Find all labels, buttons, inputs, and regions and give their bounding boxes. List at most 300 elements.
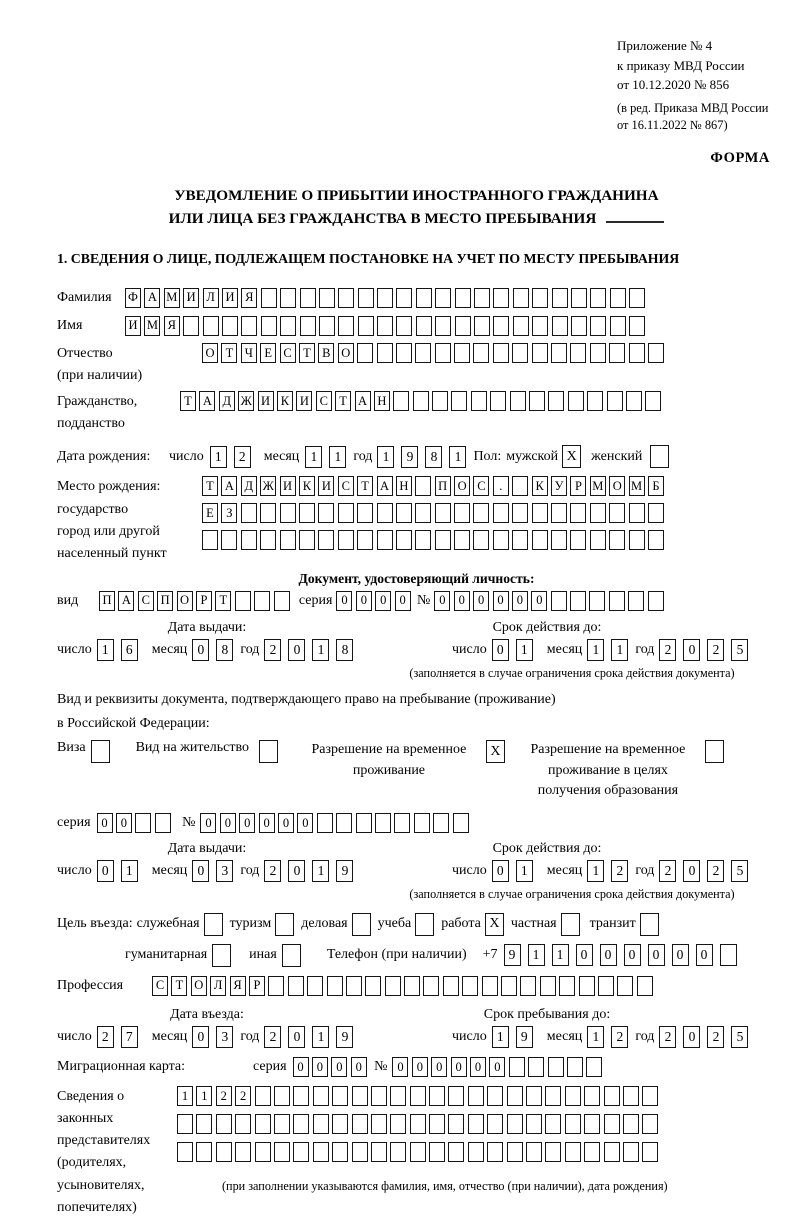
char-cell[interactable] — [280, 530, 296, 550]
char-cell[interactable] — [338, 530, 354, 550]
purpose-humanitarian-checkbox[interactable] — [212, 944, 231, 967]
char-cell[interactable]: Н — [374, 391, 390, 411]
char-cell[interactable]: О — [338, 343, 354, 363]
char-cell[interactable]: 2 — [707, 1026, 724, 1048]
char-cell[interactable] — [590, 503, 606, 523]
char-cell[interactable] — [645, 391, 661, 411]
char-cell[interactable] — [579, 976, 595, 996]
char-cell[interactable] — [454, 530, 470, 550]
char-cell[interactable] — [565, 1114, 581, 1134]
char-cell[interactable] — [598, 976, 614, 996]
char-cell[interactable]: 0 — [696, 944, 713, 966]
char-cell[interactable]: Т — [299, 343, 315, 363]
temp-residence-checkbox[interactable]: X — [486, 740, 505, 763]
char-cell[interactable] — [202, 530, 218, 550]
char-cell[interactable]: С — [152, 976, 168, 996]
char-cell[interactable] — [327, 976, 343, 996]
char-cell[interactable]: 1 — [528, 944, 545, 966]
char-cell[interactable] — [473, 530, 489, 550]
char-cell[interactable] — [377, 288, 393, 308]
char-cell[interactable]: 1 — [587, 639, 604, 661]
char-cell[interactable]: Ч — [241, 343, 257, 363]
char-cell[interactable] — [221, 530, 237, 550]
char-cell[interactable]: 9 — [336, 860, 353, 882]
char-cell[interactable] — [468, 1142, 484, 1162]
char-cell[interactable]: 2 — [611, 1026, 628, 1048]
char-cell[interactable] — [293, 1086, 309, 1106]
char-cell[interactable]: О — [609, 476, 625, 496]
char-cell[interactable] — [371, 1086, 387, 1106]
char-cell[interactable]: 1 — [587, 1026, 604, 1048]
char-cell[interactable] — [235, 1142, 251, 1162]
char-cell[interactable]: 9 — [401, 446, 418, 468]
char-cell[interactable]: 0 — [395, 591, 411, 611]
char-cell[interactable] — [584, 1114, 600, 1134]
char-cell[interactable]: 0 — [351, 1057, 367, 1077]
char-cell[interactable]: 0 — [473, 591, 489, 611]
char-cell[interactable] — [414, 813, 430, 833]
char-cell[interactable]: Л — [210, 976, 226, 996]
char-cell[interactable] — [570, 530, 586, 550]
char-cell[interactable] — [507, 1086, 523, 1106]
char-cell[interactable] — [509, 1057, 525, 1077]
char-cell[interactable] — [300, 316, 316, 336]
char-cell[interactable]: 5 — [731, 1026, 748, 1048]
char-cell[interactable]: 3 — [216, 860, 233, 882]
char-cell[interactable]: А — [221, 476, 237, 496]
char-cell[interactable]: 1 — [305, 446, 322, 468]
char-cell[interactable]: 1 — [516, 860, 533, 882]
char-cell[interactable]: Е — [202, 503, 218, 523]
char-cell[interactable] — [346, 976, 362, 996]
char-cell[interactable]: 1 — [177, 1086, 193, 1106]
char-cell[interactable]: О — [202, 343, 218, 363]
char-cell[interactable]: 1 — [552, 944, 569, 966]
char-cell[interactable] — [454, 343, 470, 363]
char-cell[interactable]: 1 — [97, 639, 114, 661]
char-cell[interactable] — [416, 288, 432, 308]
char-cell[interactable] — [293, 1142, 309, 1162]
purpose-official-checkbox[interactable] — [204, 913, 223, 936]
char-cell[interactable]: И — [296, 391, 312, 411]
char-cell[interactable] — [280, 288, 296, 308]
char-cell[interactable]: 2 — [659, 639, 676, 661]
char-cell[interactable]: Б — [648, 476, 664, 496]
char-cell[interactable] — [532, 530, 548, 550]
char-cell[interactable]: 0 — [278, 813, 294, 833]
char-cell[interactable]: Л — [203, 288, 219, 308]
char-cell[interactable] — [490, 391, 506, 411]
char-cell[interactable] — [390, 1114, 406, 1134]
char-cell[interactable]: 0 — [648, 944, 665, 966]
char-cell[interactable]: 5 — [731, 860, 748, 882]
char-cell[interactable] — [604, 1142, 620, 1162]
char-cell[interactable] — [559, 976, 575, 996]
char-cell[interactable] — [410, 1086, 426, 1106]
char-cell[interactable]: 0 — [293, 1057, 309, 1077]
char-cell[interactable] — [313, 1142, 329, 1162]
char-cell[interactable] — [590, 343, 606, 363]
char-cell[interactable]: 0 — [375, 591, 391, 611]
char-cell[interactable]: 0 — [336, 591, 352, 611]
char-cell[interactable] — [338, 503, 354, 523]
char-cell[interactable]: 0 — [683, 639, 700, 661]
char-cell[interactable] — [487, 1142, 503, 1162]
char-cell[interactable]: 0 — [512, 591, 528, 611]
char-cell[interactable] — [455, 288, 471, 308]
char-cell[interactable] — [260, 530, 276, 550]
char-cell[interactable]: И — [183, 288, 199, 308]
char-cell[interactable] — [552, 288, 568, 308]
char-cell[interactable]: 0 — [470, 1057, 486, 1077]
char-cell[interactable] — [413, 391, 429, 411]
char-cell[interactable] — [435, 288, 451, 308]
char-cell[interactable]: 0 — [220, 813, 236, 833]
char-cell[interactable]: 2 — [659, 1026, 676, 1048]
char-cell[interactable] — [493, 530, 509, 550]
char-cell[interactable]: П — [157, 591, 173, 611]
char-cell[interactable] — [468, 1086, 484, 1106]
char-cell[interactable]: 0 — [97, 813, 113, 833]
char-cell[interactable]: 0 — [412, 1057, 428, 1077]
char-cell[interactable]: 0 — [431, 1057, 447, 1077]
char-cell[interactable]: 0 — [288, 1026, 305, 1048]
char-cell[interactable] — [462, 976, 478, 996]
char-cell[interactable] — [471, 391, 487, 411]
char-cell[interactable] — [371, 1142, 387, 1162]
char-cell[interactable] — [468, 1114, 484, 1134]
char-cell[interactable] — [590, 288, 606, 308]
char-cell[interactable] — [274, 591, 290, 611]
char-cell[interactable] — [280, 316, 296, 336]
char-cell[interactable] — [493, 316, 509, 336]
char-cell[interactable] — [473, 503, 489, 523]
char-cell[interactable]: Т — [335, 391, 351, 411]
char-cell[interactable]: 0 — [239, 813, 255, 833]
char-cell[interactable] — [435, 503, 451, 523]
char-cell[interactable]: 0 — [331, 1057, 347, 1077]
char-cell[interactable] — [609, 503, 625, 523]
char-cell[interactable]: 0 — [192, 1026, 209, 1048]
char-cell[interactable] — [377, 343, 393, 363]
char-cell[interactable] — [293, 1114, 309, 1134]
char-cell[interactable] — [529, 391, 545, 411]
char-cell[interactable] — [416, 316, 432, 336]
char-cell[interactable] — [648, 343, 664, 363]
char-cell[interactable]: 0 — [672, 944, 689, 966]
char-cell[interactable]: С — [338, 476, 354, 496]
char-cell[interactable]: Ф — [125, 288, 141, 308]
char-cell[interactable] — [642, 1086, 658, 1106]
char-cell[interactable] — [551, 343, 567, 363]
char-cell[interactable] — [510, 391, 526, 411]
char-cell[interactable] — [568, 391, 584, 411]
char-cell[interactable] — [274, 1086, 290, 1106]
char-cell[interactable] — [280, 503, 296, 523]
char-cell[interactable] — [474, 316, 490, 336]
char-cell[interactable] — [299, 503, 315, 523]
char-cell[interactable] — [590, 530, 606, 550]
char-cell[interactable] — [435, 316, 451, 336]
char-cell[interactable] — [642, 1114, 658, 1134]
char-cell[interactable]: 0 — [288, 860, 305, 882]
char-cell[interactable]: 0 — [492, 860, 509, 882]
char-cell[interactable] — [336, 813, 352, 833]
char-cell[interactable]: С — [473, 476, 489, 496]
char-cell[interactable] — [567, 1057, 583, 1077]
char-cell[interactable] — [410, 1142, 426, 1162]
char-cell[interactable]: 2 — [264, 1026, 281, 1048]
char-cell[interactable] — [177, 1142, 193, 1162]
char-cell[interactable]: Е — [260, 343, 276, 363]
char-cell[interactable]: 0 — [259, 813, 275, 833]
char-cell[interactable]: П — [435, 476, 451, 496]
char-cell[interactable]: 1 — [210, 446, 227, 468]
char-cell[interactable]: 0 — [200, 813, 216, 833]
char-cell[interactable]: 0 — [451, 1057, 467, 1077]
char-cell[interactable] — [352, 1114, 368, 1134]
char-cell[interactable]: 0 — [116, 813, 132, 833]
char-cell[interactable] — [357, 530, 373, 550]
char-cell[interactable]: 1 — [377, 446, 394, 468]
char-cell[interactable]: Ж — [238, 391, 254, 411]
char-cell[interactable]: М — [164, 288, 180, 308]
char-cell[interactable]: 0 — [600, 944, 617, 966]
char-cell[interactable] — [507, 1114, 523, 1134]
char-cell[interactable] — [319, 288, 335, 308]
char-cell[interactable] — [629, 503, 645, 523]
char-cell[interactable]: А — [377, 476, 393, 496]
char-cell[interactable]: 1 — [516, 639, 533, 661]
char-cell[interactable] — [473, 343, 489, 363]
char-cell[interactable] — [155, 813, 171, 833]
char-cell[interactable]: Д — [241, 476, 257, 496]
char-cell[interactable] — [454, 503, 470, 523]
char-cell[interactable] — [513, 288, 529, 308]
char-cell[interactable]: К — [277, 391, 293, 411]
char-cell[interactable]: Я — [164, 316, 180, 336]
char-cell[interactable] — [507, 1142, 523, 1162]
char-cell[interactable]: 0 — [97, 860, 114, 882]
char-cell[interactable] — [235, 1114, 251, 1134]
char-cell[interactable] — [604, 1086, 620, 1106]
char-cell[interactable] — [604, 1114, 620, 1134]
char-cell[interactable]: А — [355, 391, 371, 411]
char-cell[interactable]: Я — [230, 976, 246, 996]
char-cell[interactable] — [261, 316, 277, 336]
char-cell[interactable] — [609, 343, 625, 363]
char-cell[interactable] — [429, 1142, 445, 1162]
char-cell[interactable] — [415, 476, 431, 496]
char-cell[interactable] — [183, 316, 199, 336]
char-cell[interactable]: О — [177, 591, 193, 611]
char-cell[interactable] — [448, 1086, 464, 1106]
char-cell[interactable] — [396, 288, 412, 308]
char-cell[interactable]: У — [551, 476, 567, 496]
char-cell[interactable]: 9 — [504, 944, 521, 966]
char-cell[interactable] — [526, 1086, 542, 1106]
male-checkbox[interactable]: X — [562, 445, 581, 468]
char-cell[interactable] — [299, 530, 315, 550]
char-cell[interactable] — [570, 503, 586, 523]
char-cell[interactable] — [443, 976, 459, 996]
char-cell[interactable] — [610, 288, 626, 308]
char-cell[interactable]: 0 — [312, 1057, 328, 1077]
char-cell[interactable] — [565, 1086, 581, 1106]
char-cell[interactable] — [493, 343, 509, 363]
char-cell[interactable] — [526, 1114, 542, 1134]
char-cell[interactable]: 1 — [329, 446, 346, 468]
char-cell[interactable]: 0 — [454, 591, 470, 611]
char-cell[interactable] — [365, 976, 381, 996]
char-cell[interactable]: Т — [180, 391, 196, 411]
char-cell[interactable] — [512, 476, 528, 496]
char-cell[interactable] — [623, 1142, 639, 1162]
char-cell[interactable]: Т — [202, 476, 218, 496]
char-cell[interactable]: 2 — [659, 860, 676, 882]
char-cell[interactable]: 2 — [216, 1086, 232, 1106]
char-cell[interactable] — [332, 1142, 348, 1162]
char-cell[interactable] — [429, 1114, 445, 1134]
purpose-transit-checkbox[interactable] — [640, 913, 659, 936]
char-cell[interactable] — [318, 503, 334, 523]
char-cell[interactable]: Т — [357, 476, 373, 496]
char-cell[interactable]: А — [144, 288, 160, 308]
char-cell[interactable] — [338, 316, 354, 336]
char-cell[interactable] — [607, 391, 623, 411]
char-cell[interactable] — [260, 503, 276, 523]
char-cell[interactable] — [390, 1086, 406, 1106]
char-cell[interactable] — [288, 976, 304, 996]
char-cell[interactable] — [474, 288, 490, 308]
char-cell[interactable] — [300, 288, 316, 308]
char-cell[interactable]: 2 — [707, 639, 724, 661]
char-cell[interactable]: 3 — [216, 1026, 233, 1048]
char-cell[interactable] — [512, 503, 528, 523]
char-cell[interactable]: И — [125, 316, 141, 336]
char-cell[interactable] — [548, 1057, 564, 1077]
char-cell[interactable] — [274, 1114, 290, 1134]
char-cell[interactable] — [358, 316, 374, 336]
char-cell[interactable] — [429, 1086, 445, 1106]
char-cell[interactable]: О — [454, 476, 470, 496]
char-cell[interactable] — [357, 343, 373, 363]
char-cell[interactable] — [396, 503, 412, 523]
char-cell[interactable] — [551, 530, 567, 550]
char-cell[interactable]: 1 — [121, 860, 138, 882]
char-cell[interactable] — [610, 316, 626, 336]
char-cell[interactable] — [532, 503, 548, 523]
char-cell[interactable] — [435, 530, 451, 550]
char-cell[interactable] — [332, 1114, 348, 1134]
char-cell[interactable] — [628, 591, 644, 611]
residence-permit-checkbox[interactable] — [259, 740, 278, 763]
char-cell[interactable]: И — [258, 391, 274, 411]
char-cell[interactable] — [396, 343, 412, 363]
char-cell[interactable] — [589, 591, 605, 611]
char-cell[interactable] — [609, 530, 625, 550]
char-cell[interactable] — [571, 288, 587, 308]
char-cell[interactable] — [196, 1142, 212, 1162]
char-cell[interactable]: 9 — [516, 1026, 533, 1048]
char-cell[interactable] — [261, 288, 277, 308]
char-cell[interactable] — [432, 391, 448, 411]
char-cell[interactable]: 1 — [492, 1026, 509, 1048]
char-cell[interactable] — [453, 813, 469, 833]
char-cell[interactable]: 1 — [312, 639, 329, 661]
char-cell[interactable] — [377, 530, 393, 550]
char-cell[interactable]: В — [318, 343, 334, 363]
char-cell[interactable] — [526, 1142, 542, 1162]
char-cell[interactable]: И — [222, 288, 238, 308]
char-cell[interactable] — [629, 316, 645, 336]
char-cell[interactable] — [629, 288, 645, 308]
char-cell[interactable]: 0 — [493, 591, 509, 611]
char-cell[interactable] — [565, 1142, 581, 1162]
char-cell[interactable] — [377, 503, 393, 523]
char-cell[interactable] — [177, 1114, 193, 1134]
char-cell[interactable]: 8 — [336, 639, 353, 661]
char-cell[interactable]: А — [199, 391, 215, 411]
purpose-private-checkbox[interactable] — [561, 913, 580, 936]
char-cell[interactable]: Р — [570, 476, 586, 496]
char-cell[interactable] — [254, 591, 270, 611]
char-cell[interactable] — [396, 316, 412, 336]
char-cell[interactable] — [512, 343, 528, 363]
char-cell[interactable] — [626, 391, 642, 411]
char-cell[interactable]: 2 — [707, 860, 724, 882]
char-cell[interactable] — [629, 343, 645, 363]
purpose-business-checkbox[interactable] — [352, 913, 371, 936]
char-cell[interactable] — [532, 288, 548, 308]
char-cell[interactable] — [356, 813, 372, 833]
char-cell[interactable]: 5 — [731, 639, 748, 661]
char-cell[interactable]: С — [316, 391, 332, 411]
char-cell[interactable]: З — [221, 503, 237, 523]
char-cell[interactable] — [423, 976, 439, 996]
char-cell[interactable]: М — [629, 476, 645, 496]
char-cell[interactable]: 1 — [449, 446, 466, 468]
char-cell[interactable]: М — [144, 316, 160, 336]
char-cell[interactable] — [415, 530, 431, 550]
char-cell[interactable] — [586, 1057, 602, 1077]
char-cell[interactable] — [501, 976, 517, 996]
char-cell[interactable] — [545, 1142, 561, 1162]
char-cell[interactable] — [648, 530, 664, 550]
char-cell[interactable] — [642, 1142, 658, 1162]
char-cell[interactable] — [332, 1086, 348, 1106]
char-cell[interactable] — [352, 1142, 368, 1162]
char-cell[interactable]: 2 — [97, 1026, 114, 1048]
char-cell[interactable] — [216, 1114, 232, 1134]
char-cell[interactable] — [545, 1114, 561, 1134]
char-cell[interactable]: 9 — [336, 1026, 353, 1048]
temp-residence-edu-checkbox[interactable] — [705, 740, 724, 763]
char-cell[interactable] — [255, 1142, 271, 1162]
char-cell[interactable] — [318, 530, 334, 550]
char-cell[interactable] — [720, 944, 737, 966]
char-cell[interactable]: 2 — [264, 639, 281, 661]
char-cell[interactable] — [358, 288, 374, 308]
char-cell[interactable]: 0 — [356, 591, 372, 611]
char-cell[interactable] — [571, 316, 587, 336]
char-cell[interactable]: 1 — [587, 860, 604, 882]
char-cell[interactable] — [235, 591, 251, 611]
female-checkbox[interactable] — [650, 445, 669, 468]
char-cell[interactable] — [255, 1086, 271, 1106]
purpose-other-checkbox[interactable] — [282, 944, 301, 967]
char-cell[interactable]: 0 — [492, 639, 509, 661]
